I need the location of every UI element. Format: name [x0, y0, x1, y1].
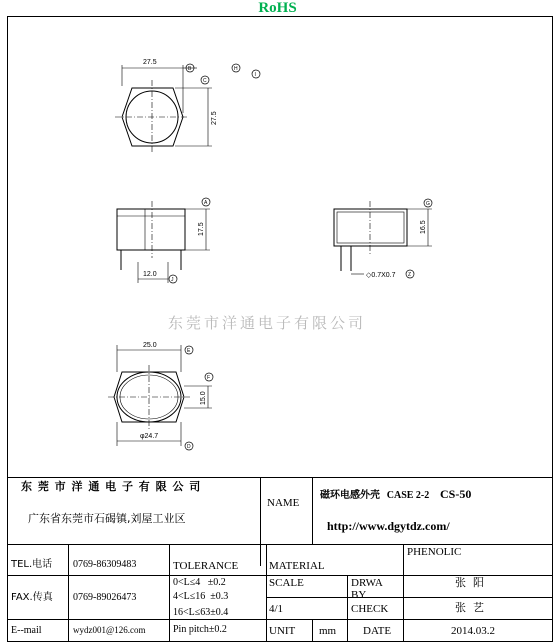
company-address: 广东省东莞市石碣镇,刘屋工业区 [28, 512, 186, 525]
drawn-value: 张 阳 [455, 576, 484, 589]
website-url[interactable]: http://www.dgytdz.com/ [327, 519, 450, 533]
top-view [115, 64, 260, 154]
tag-a-label: A [204, 200, 208, 206]
company-name: 东 莞 市 洋 通 电 子 有 限 公 司 [21, 480, 202, 493]
side-view [334, 199, 432, 278]
side-view-body [334, 209, 407, 246]
scale-label: SCALE [269, 577, 304, 589]
top-height-dim: 27.5 [211, 111, 218, 125]
tag-j-label: J [171, 277, 174, 283]
check-label: CHECK [351, 603, 389, 615]
tolerance-row-3: 16<L≤63±0.4 [173, 607, 229, 618]
front-pin-dim: 12.0 [143, 271, 157, 278]
scale-value: 4/1 [269, 603, 284, 615]
tag-e-label: E [187, 348, 191, 354]
tag-i-label: I [254, 72, 256, 78]
tag-i [252, 70, 260, 78]
bottom-view [108, 345, 213, 450]
date-label: DATE [363, 625, 392, 637]
part-name-cn: 磁环电感外壳 [320, 490, 380, 501]
part-code: CS-50 [440, 487, 472, 501]
unit-label: UNIT [269, 625, 296, 637]
side-height-dim: 16.5 [420, 220, 427, 234]
tel-value: 0769-86309483 [73, 559, 137, 570]
material-label: MATERIAL [269, 560, 325, 572]
check-value: 张 艺 [455, 601, 484, 614]
tag-h-label: H [234, 66, 238, 72]
email-label: E--mail [11, 625, 42, 636]
rohs-mark: RoHS [258, 0, 297, 16]
email-value[interactable]: wydz001@126.com [73, 625, 146, 635]
part-name-case: CASE 2-2 [386, 490, 430, 501]
date-value: 2014.03.2 [451, 625, 495, 637]
tolerance-row-2: 4<L≤16 ±0.3 [173, 591, 229, 602]
tolerance-row-1: 0<L≤4 ±0.2 [173, 577, 226, 588]
bottom-width-dim: 25.0 [143, 342, 157, 349]
tag-f-label: F [207, 375, 211, 381]
front-view-body [117, 209, 185, 250]
unit-value: mm [319, 625, 337, 637]
fax-label: FAX.传真 [11, 592, 53, 603]
front-height-dim: 17.5 [198, 222, 205, 236]
fax-value: 0769-89026473 [73, 592, 137, 603]
tel-label: TEL.电话 [11, 559, 53, 570]
drawn-label-2: BY [351, 589, 367, 601]
tag-d-label: D [187, 444, 191, 450]
side-pin-dim: ◇0.7X0.7 [366, 272, 396, 279]
bottom-height-dim: 15.0 [200, 391, 207, 405]
part-name [320, 488, 471, 501]
watermark: 东莞市洋通电子有限公司 [168, 314, 367, 332]
title-block [7, 477, 553, 642]
top-width-dim: 27.5 [143, 59, 157, 66]
tag-z-label: Z [408, 272, 412, 278]
tag-c-label: C [203, 78, 207, 84]
drawn-label-1: DRWA [351, 577, 383, 589]
bottom-dia-dim: φ24.7 [140, 433, 159, 440]
name-label: NAME [267, 497, 300, 509]
tolerance-row-4: Pin pitch±0.2 [173, 624, 227, 635]
front-view [117, 198, 210, 283]
tag-g-label: G [426, 201, 430, 207]
tolerance-label: TOLERANCE [173, 560, 239, 572]
material-value: PHENOLIC [407, 546, 462, 558]
tag-b-label: B [188, 66, 192, 72]
